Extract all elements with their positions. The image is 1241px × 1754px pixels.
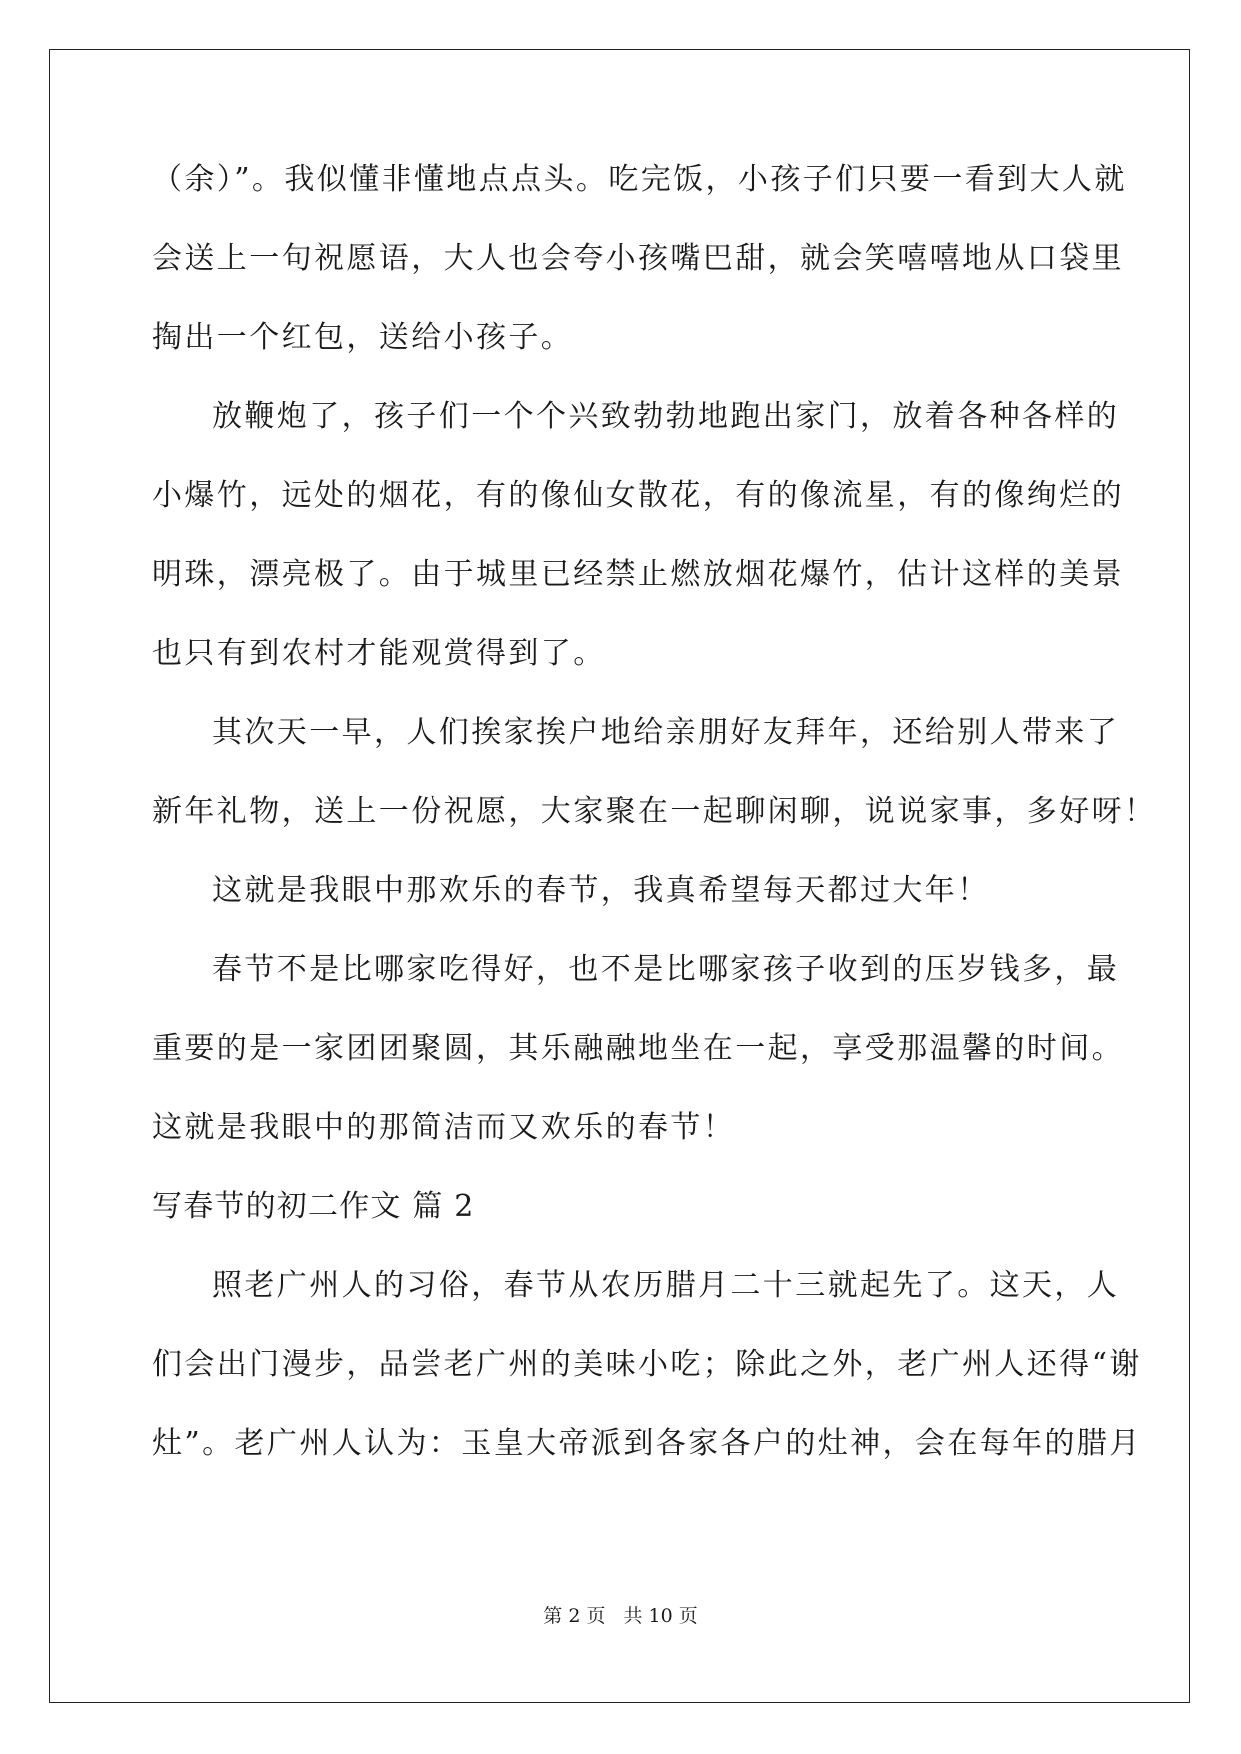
body-text-line: 其次天一早，人们挨家挨户地给亲朋好友拜年，还给别人带来了: [212, 715, 1120, 750]
body-text-line: （余）”。我似懂非懂地点点头。吃完饭，小孩子们只要一看到大人就: [152, 162, 1127, 197]
body-text-line: 明珠，漂亮极了。由于城里已经禁止燃放烟花爆竹，估计这样的美景: [152, 557, 1124, 592]
body-text-line: 新年礼物，送上一份祝愿，大家聚在一起聊闲聊，说说家事，多好呀！: [152, 794, 1157, 829]
body-text-line: 重要的是一家团团聚圆，其乐融融地坐在一起，享受那温馨的时间。: [152, 1031, 1124, 1066]
body-text-line: 小爆竹，远处的烟花，有的像仙女散花，有的像流星，有的像绚烂的: [152, 478, 1124, 513]
body-text-line: 们会出门漫步，品尝老广州的美味小吃；除此之外，老广州人还得“谢: [152, 1347, 1142, 1382]
body-text-line: 放鞭炮了，孩子们一个个兴致勃勃地跑出家门，放着各种各样的: [212, 399, 1120, 434]
body-text-line: 灶”。老广州人认为：玉皇大帝派到各家各户的灶神，会在每年的腊月: [152, 1426, 1142, 1461]
section-heading: 写春节的初二作文 篇 2: [152, 1189, 475, 1224]
page-number: 第 2 页: [543, 1605, 606, 1627]
body-text-line: 也只有到农村才能观赏得到了。: [152, 636, 606, 671]
page-footer: [0, 1604, 1241, 1628]
body-text-line: 掏出一个红包，送给小孩子。: [152, 320, 574, 355]
body-text-line: 春节不是比哪家吃得好，也不是比哪家孩子收到的压岁钱多，最: [212, 952, 1120, 987]
body-text-line: 这就是我眼中那欢乐的春节，我真希望每天都过大年！: [212, 873, 990, 908]
body-text-line: 会送上一句祝愿语，大人也会夸小孩嘴巴甜，就会笑嘻嘻地从口袋里: [152, 241, 1124, 276]
page-total: 共 10 页: [623, 1605, 698, 1627]
body-text-line: 照老广州人的习俗，春节从农历腊月二十三就起先了。这天，人: [212, 1268, 1120, 1303]
body-text-line: 这就是我眼中的那简洁而又欢乐的春节！: [152, 1110, 736, 1145]
